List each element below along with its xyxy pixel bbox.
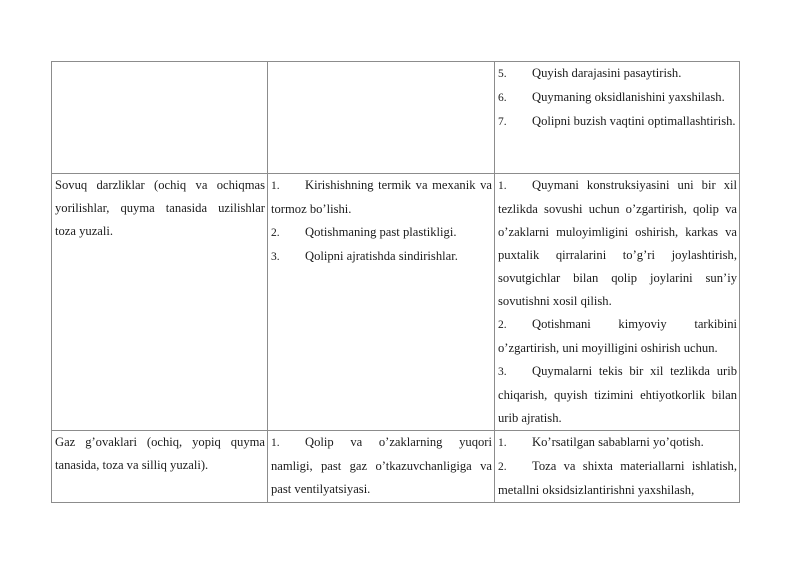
item-number: 6. [498, 92, 507, 104]
item-number: 1. [498, 180, 507, 192]
list-item [498, 62, 737, 86]
item-number: 1. [271, 180, 280, 192]
list-item [498, 455, 737, 502]
item-number: 5. [498, 68, 507, 80]
remedies-cell [495, 62, 740, 174]
remedies-cell [495, 174, 740, 431]
item-text: Qolip va o’zaklarning yuqori namligi, past gaz o’tkazuvchanligiga va past ventilyatsiyasi. [271, 435, 492, 496]
causes-cell [268, 62, 495, 174]
item-number: 7. [498, 116, 507, 128]
item-number: 2. [498, 319, 507, 331]
table-row [52, 431, 740, 503]
list-item [498, 110, 737, 134]
item-number: 2. [498, 461, 507, 473]
table-row [52, 62, 740, 174]
defect-cell [52, 174, 268, 431]
defect-cell [52, 62, 268, 174]
defects-table [51, 61, 740, 503]
item-number: 1. [271, 437, 280, 449]
item-text: Quyish darajasini pasaytirish. [532, 66, 682, 80]
item-text: Qotishmaning past plastikligi. [305, 225, 457, 239]
list-item [271, 174, 492, 221]
item-number: 1. [498, 437, 507, 449]
list-item [498, 360, 737, 430]
item-text: Quymalarni tekis bir xil tezlikda urib chiqarish, quyish tizimini ehtiyotkorlik bilan urib ajratish. [498, 364, 737, 425]
defect-text: Gaz g’ovaklari (ochiq, yopiq quyma tanasida, toza va silliq yuzali). [55, 435, 265, 472]
list-item [498, 86, 737, 110]
table-row [52, 174, 740, 431]
causes-cell [268, 431, 495, 503]
item-text: Ko’rsatilgan sabablarni yo’qotish. [532, 435, 704, 449]
defect-text: Sovuq darzliklar (ochiq va ochiqmas yorilishlar, quyma tanasida uzilishlar toza yuzali. [55, 178, 265, 238]
causes-cell [268, 174, 495, 431]
item-text: Quymani konstruksiyasini uni bir xil tezlikda sovushi uchun o’zgartirish, qolip va o’zaklarni muloyimligini oshirish, karkas va puxtalik qirralarini to’g’ri joylashtirish, sovutgichlar bilan qolip joylarini sun’iy sovutishni xosil qilish. [498, 178, 737, 308]
remedies-cell [495, 431, 740, 503]
list-item [271, 221, 492, 245]
item-text: Toza va shixta materiallarni ishlatish, metallni oksidsizlantirishni yaxshilash, [498, 459, 737, 497]
item-text: Qolipni ajratishda sindirishlar. [305, 249, 458, 263]
item-text: Quymaning oksidlanishini yaxshilash. [532, 90, 725, 104]
item-text: Qolipni buzish vaqtini optimallashtirish. [532, 114, 736, 128]
list-item [498, 174, 737, 313]
item-number: 3. [271, 251, 280, 263]
item-text: Kirishishning termik va mexanik va tormoz bo’lishi. [271, 178, 492, 216]
list-item [498, 313, 737, 360]
item-number: 3. [498, 366, 507, 378]
item-number: 2. [271, 227, 280, 239]
list-item [271, 245, 492, 269]
defect-cell [52, 431, 268, 503]
item-text: Qotishmani kimyoviy tarkibini o’zgartirish, uni moyilligini oshirish uchun. [498, 317, 737, 355]
list-item [271, 431, 492, 501]
list-item [498, 431, 737, 455]
